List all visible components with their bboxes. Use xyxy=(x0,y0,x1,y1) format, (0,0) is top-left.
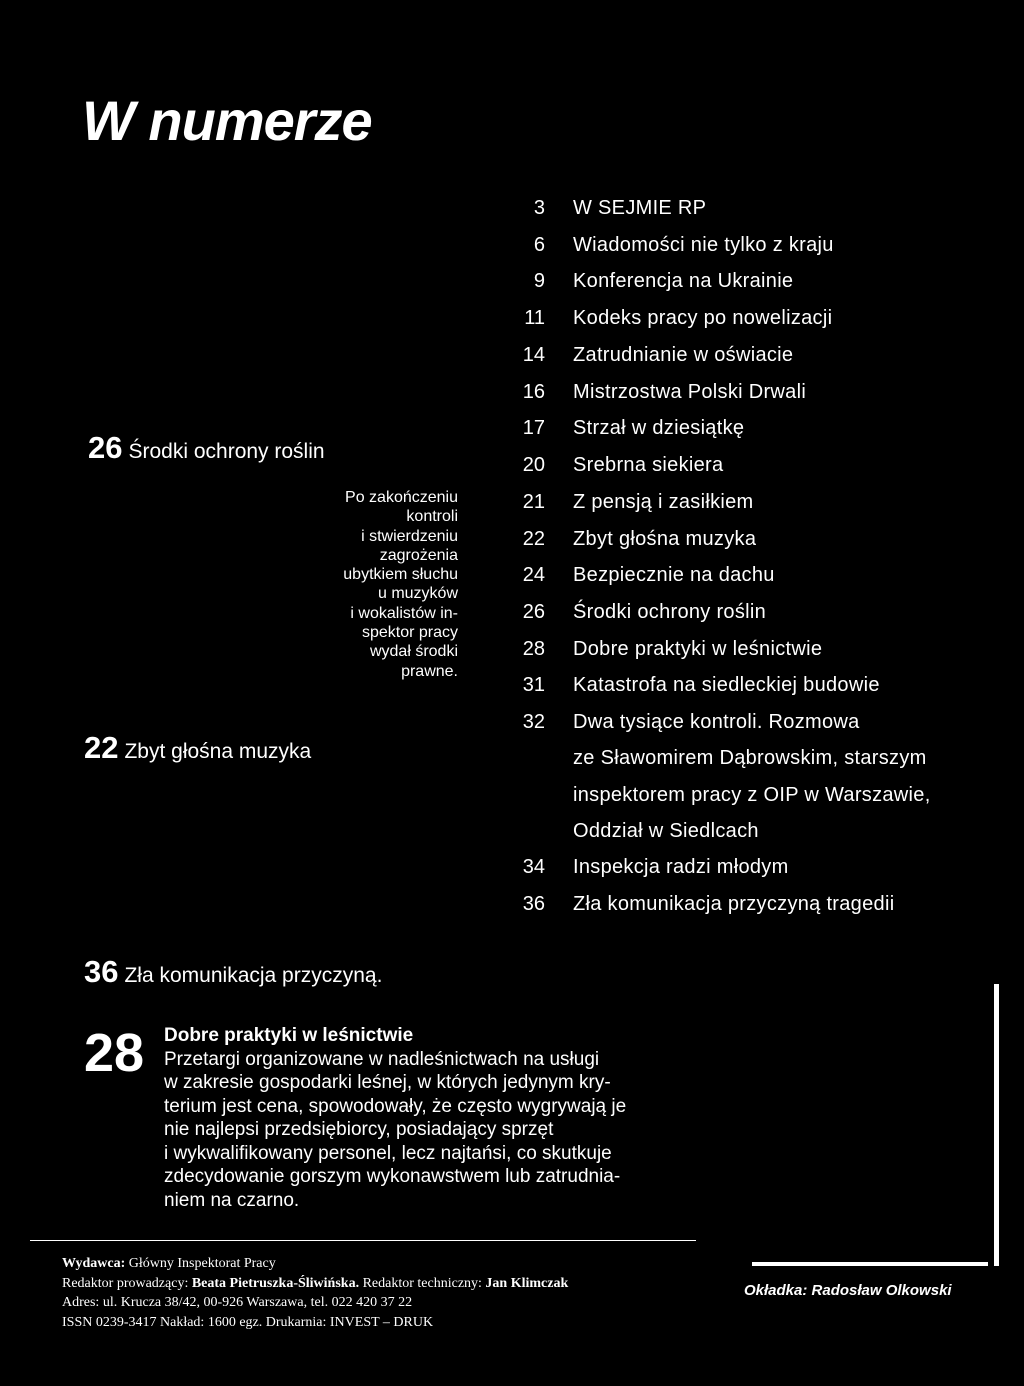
cover-frame-horizontal xyxy=(752,1262,988,1266)
toc-item[interactable] xyxy=(500,303,1020,333)
toc-title: Mistrzostwa Polski Drwali xyxy=(573,381,807,403)
toc-title: inspektorem pracy z OIP w Warszawie, xyxy=(573,784,931,806)
toc-page-number: 11 xyxy=(524,307,545,329)
imprint-divider xyxy=(30,1240,696,1241)
toc-page-number: 16 xyxy=(522,381,545,403)
article-line: niem na czarno. xyxy=(164,1189,300,1211)
article-line: nie najlepsi przedsiębiorcy, posiadający sprzęt xyxy=(164,1119,554,1140)
article-page-number: 28 xyxy=(84,1023,145,1083)
note-line: u muzyków xyxy=(377,585,458,603)
toc-title: Bezpiecznie na dachu xyxy=(573,564,775,586)
note-line: Po zakończeniu xyxy=(345,489,458,506)
article-line: zdecydowanie gorszym wykonawstwem lub zatrudnia- xyxy=(164,1166,621,1187)
toc-title: ze Sławomirem Dąbrowskim, starszym xyxy=(573,747,927,769)
toc-page-number: 22 xyxy=(522,528,545,550)
feature-label-26[interactable] xyxy=(88,430,325,466)
toc-page-number: 34 xyxy=(522,856,545,878)
toc-item[interactable] xyxy=(500,670,1020,700)
toc-title: Zatrudnianie w oświacie xyxy=(573,344,794,366)
toc-item[interactable] xyxy=(500,487,1020,517)
note-line: i stwierdzeniu xyxy=(361,527,458,545)
toc-item[interactable] xyxy=(500,634,1020,664)
toc-page-number: 14 xyxy=(522,344,545,366)
toc-item[interactable] xyxy=(500,889,1020,919)
feature-page-number: 22 xyxy=(84,730,119,765)
toc-title: Dwa tysiące kontroli. Rozmowa xyxy=(573,711,860,733)
feature-label-36[interactable] xyxy=(84,954,382,990)
toc-title: Dobre praktyki w leśnictwie xyxy=(573,638,823,660)
toc-page-number: 32 xyxy=(522,711,545,733)
toc-item[interactable] xyxy=(500,340,1020,370)
toc-item[interactable] xyxy=(500,266,1020,296)
toc-page-number: 6 xyxy=(533,234,545,256)
toc-page-number: 3 xyxy=(533,197,545,219)
toc-item-continuation xyxy=(500,780,1020,810)
toc-item[interactable] xyxy=(500,230,1020,260)
imprint-address: Adres: ul. Krucza 38/42, 00-926 Warszawa, tel. 022 420 37 22 xyxy=(62,1295,413,1310)
article-line: i wykwalifikowany personel, lecz najtańsi, co skutkuje xyxy=(164,1142,612,1164)
toc-title: Wiadomości nie tylko z kraju xyxy=(573,234,834,256)
toc-title: Zbyt głośna muzyka xyxy=(573,528,757,550)
toc-item[interactable] xyxy=(500,560,1020,590)
feature-page-number: 36 xyxy=(84,954,119,989)
note-line: kontroli xyxy=(406,508,458,526)
toc-title: W SEJMIE RP xyxy=(573,197,707,219)
sidebar-note xyxy=(280,488,458,681)
feature-title: Środki ochrony roślin xyxy=(128,440,325,463)
note-line: wydał środki xyxy=(369,643,458,661)
toc-title: Konferencja na Ukrainie xyxy=(573,270,794,292)
toc-title: Środki ochrony roślin xyxy=(573,601,767,623)
toc-page-number: 26 xyxy=(522,601,545,623)
note-line: zagrożenia xyxy=(379,546,458,564)
feature-label-22[interactable] xyxy=(84,730,311,766)
feature-page-number: 26 xyxy=(88,430,123,465)
article-line: terium jest cena, spowodowały, że często wygrywają je xyxy=(164,1095,627,1117)
feature-title: Zła komunikacja przyczyną. xyxy=(124,964,383,987)
imprint xyxy=(62,1254,702,1332)
toc-page-number: 17 xyxy=(522,417,545,439)
toc-item-continuation xyxy=(500,743,1020,773)
cover-frame-vertical xyxy=(994,984,999,1266)
toc-item[interactable] xyxy=(500,450,1020,480)
toc-item[interactable] xyxy=(500,597,1020,627)
article-title: Dobre praktyki w leśnictwie xyxy=(164,1025,414,1046)
imprint-editors: Redaktor prowadzący: Beata Pietruszka-Śliwińska. Redaktor techniczny: Jan Klimczak xyxy=(62,1275,569,1291)
toc-page-number: 9 xyxy=(533,270,545,292)
article-line: w zakresie gospodarki leśnej, w których jedynym kry- xyxy=(164,1072,611,1093)
page-title: W numerze xyxy=(82,89,372,152)
toc-title: Srebrna siekiera xyxy=(573,454,724,476)
toc-page-number: 20 xyxy=(522,454,545,476)
note-line: ubytkiem słuchu xyxy=(343,566,458,584)
toc-title: Z pensją i zasiłkiem xyxy=(573,491,754,513)
toc-item[interactable] xyxy=(500,413,1020,443)
toc-title: Inspekcja radzi młodym xyxy=(573,856,789,878)
imprint-publisher: Wydawca: Główny Inspektorat Pracy xyxy=(62,1256,276,1271)
toc-page-number: 24 xyxy=(522,564,545,586)
toc-page-number: 36 xyxy=(522,893,545,915)
toc-page-number: 28 xyxy=(522,638,545,660)
toc-item[interactable] xyxy=(500,707,1020,737)
featured-article[interactable] xyxy=(164,1024,724,1212)
note-line: spektor pracy xyxy=(361,624,458,642)
toc-item[interactable] xyxy=(500,377,1020,407)
article-line: Przetargi organizowane w nadleśnictwach na usługi xyxy=(164,1048,600,1070)
feature-title: Zbyt głośna muzyka xyxy=(124,740,312,763)
note-line: prawne. xyxy=(401,662,458,680)
toc-page-number: 31 xyxy=(522,674,545,696)
toc-title: Kodeks pracy po nowelizacji xyxy=(573,307,833,329)
toc-item[interactable] xyxy=(500,193,1020,223)
toc-item-continuation xyxy=(500,816,1020,846)
toc-title: Oddział w Siedlcach xyxy=(573,820,759,842)
toc-title: Katastrofa na siedleckiej budowie xyxy=(573,674,880,696)
note-line: i wokalistów in- xyxy=(350,604,458,622)
cover-credit: Okładka: Radosław Olkowski xyxy=(744,1282,952,1299)
toc-item[interactable] xyxy=(500,852,1020,882)
toc-title: Zła komunikacja przyczyną tragedii xyxy=(573,893,895,915)
toc-title: Strzał w dziesiątkę xyxy=(573,417,745,439)
imprint-issn: ISSN 0239-3417 Nakład: 1600 egz. Drukarnia: INVEST – DRUK xyxy=(62,1314,434,1330)
toc-item[interactable] xyxy=(500,524,1020,554)
toc-page-number: 21 xyxy=(522,491,545,513)
